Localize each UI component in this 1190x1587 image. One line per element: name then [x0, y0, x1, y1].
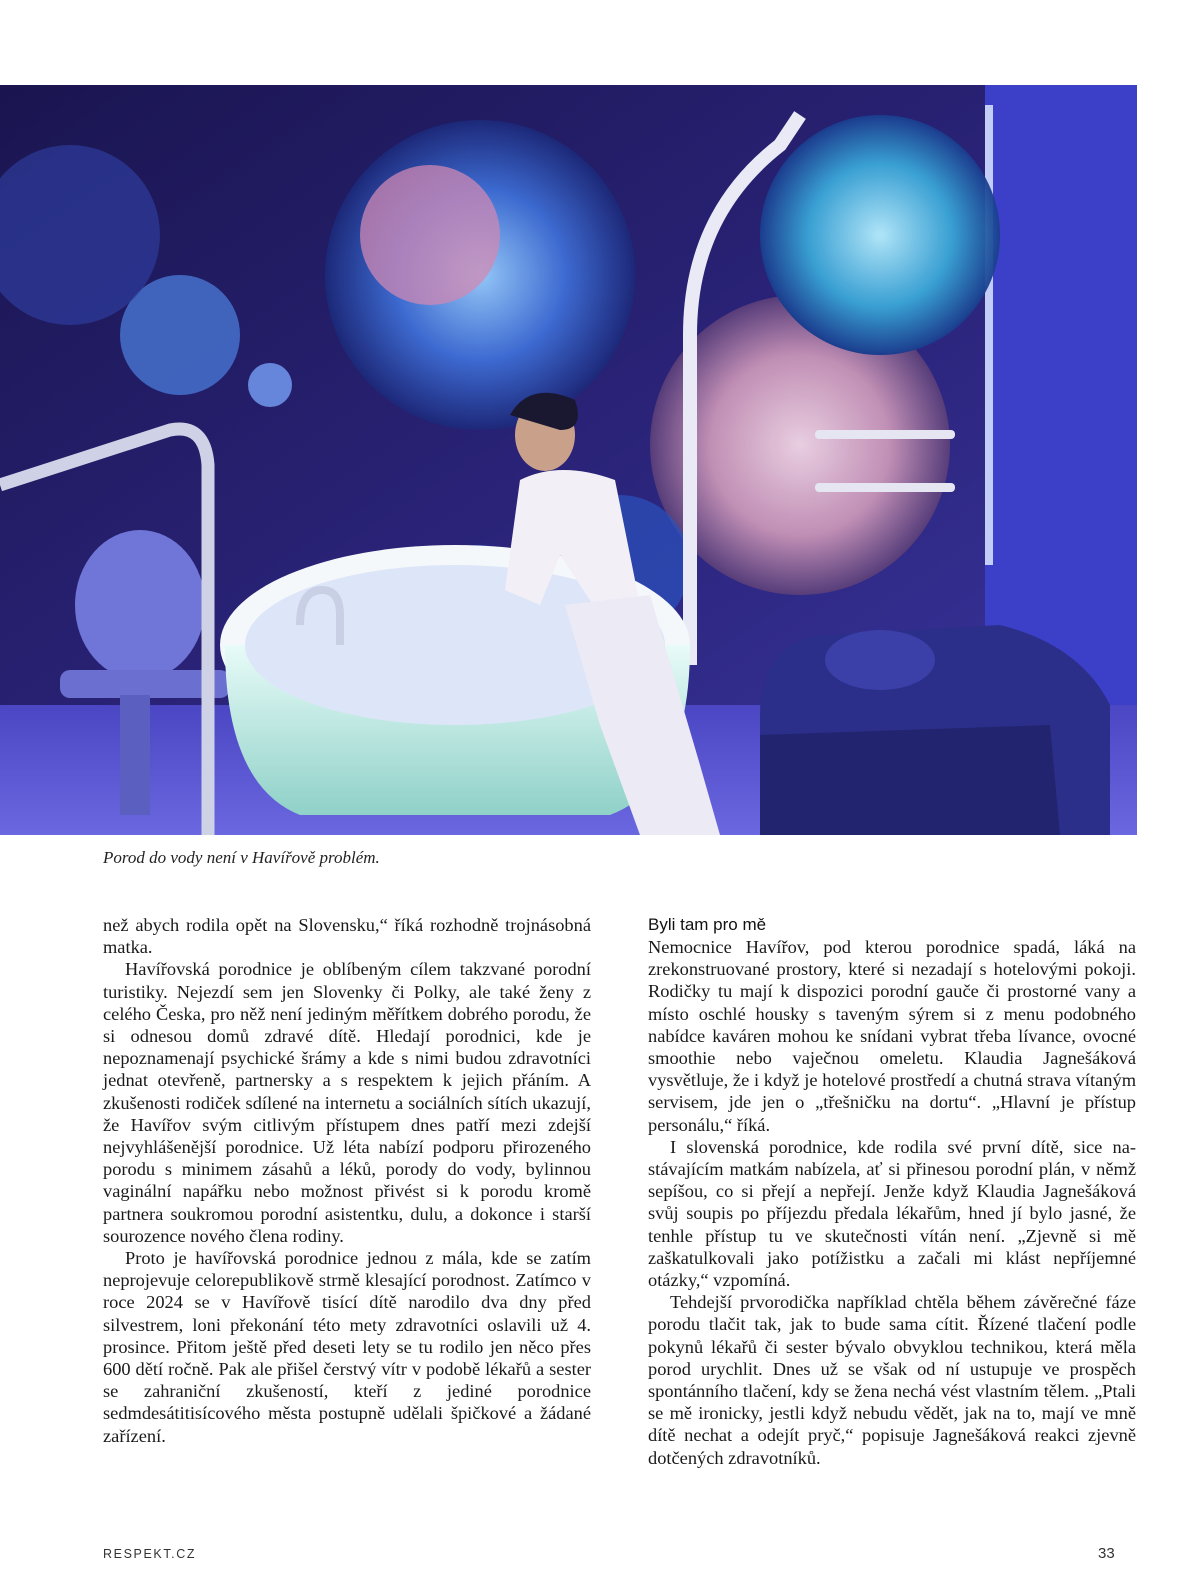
article-paragraph: Nemocnice Havířov, pod kterou porodnice spadá, láká na zrekonstruované prostory, které si nezadají s hotelovými pokoji. Rodičky tu mají k dispozici porodní gauče či prostorné vany a místo oschlé housky s taveným sýrem si z menu podobného nabídce kaváren mohou ke snídani vybrat třeba lívance, ovocné smoothie nebo vaječnou omeletu. Klaudia Jagnešáková vysvětluje, že i když je hotelové prostředí a chutná strava vítaným servisem, jde jen o „třešničku na dortu“. „Hlavní je přístup personálu,“ říká. [648, 937, 1136, 1135]
article-column-right [648, 914, 1136, 1469]
article-paragraph: Tehdejší prvorodička například chtěla během závěrečné fáze porodu tlačit tak, jak to bude sama cítit. Řízené tlačení podle pokynů lékařů či sester bývalo obvyklou technikou, která měla porod urychlit. Dnes už se však od ní ustupuje ve prospěch spontánního tlačení, kdy se žena nechá vést vlastním tělem. „Ptali se mě ironicky, jestli když nebudu vědět, jak na to, mají ve mně dítě nechat a odejít pryč,“ popisuje Jagnešáková reakci zjevně dotčených zdravotníků. [648, 1292, 1136, 1468]
article-paragraph: Havířovská porodnice je oblíbeným cílem takzvané porodní turistiky. Nejezdí sem jen Slovenky či Polky, ale také ženy z celého Česka, pro něž není jediným měřítkem dobrého porodu, že si odnesou domů zdravé dítě. Hledají porodnici, kde je nepoznamenají psychické šrámy a kde s nimi budou zdravotníci jednat otevřeně, partnersky a s respektem k jejich přáním. A zkušenosti rodiček sdílené na internetu a sociálních sítích ukazují, že Havířov svým citlivým přístupem dnes patří mezi zdejší nejvyhlášenější porodnice. Už léta nabízí podporu přirozeného porodu s minimem zásahů a léků, porody do vody, bylinnou vaginální napářku nebo možnost přivést si k porodu kromě partnera soukromou porodní asistentku, dulu, a dokonce i starší sourozence nového člena rodiny. [103, 959, 591, 1246]
article-paragraph: I slovenská porodnice, kde rodila své první dítě, sice nastávajícím matkám nabízela, ať si přinesou porodní plán, v němž sepíšou, co si přejí a nepřejí. Jenže když Klaudia Jagnešáková svůj soupis po příjezdu předala lékařům, hned jí bylo jasné, že tenhle přístup tu ve skutečnosti vítán není. „Zjevně si mě zaškatulkovali jako potížistku a začali mi klást nepříjemné otázky,“ vzpomíná. [648, 1136, 1136, 1291]
photo-caption: Porod do vody není v Havířově problém. [103, 848, 380, 867]
publication-name: RESPEKT.CZ [103, 1547, 197, 1561]
section-subheading: Byli tam pro mě [648, 915, 767, 934]
photo-birth-room-icon [0, 85, 1137, 835]
article-photo [0, 85, 1137, 835]
article-paragraph: Proto je havířovská porodnice jednou z mála, kde se zatím neprojevuje celorepublikově strmě klesající porodnost. Zatímco v roce 2024 se v Havířově tisící dítě narodilo dva dny před silvestrem, loni překonání této mety zdravotníci oslavili už 4. prosince. Přitom ještě před deseti lety se tu rodilo jen něco přes 600 dětí ročně. Pak ale přišel čerstvý vítr v podobě lékařů a sester se zahraniční zkušeností, kteří z jediné porodnice sedmdesátitisícového města postupně udělali špičkové a žádané zařízení. [103, 1248, 591, 1446]
article-column-left [103, 914, 591, 1447]
page-number: 33 [1098, 1545, 1115, 1562]
article-paragraph: než abych rodila opět na Slovensku,“ říká rozhodně trojnásobná matka. [103, 915, 591, 958]
